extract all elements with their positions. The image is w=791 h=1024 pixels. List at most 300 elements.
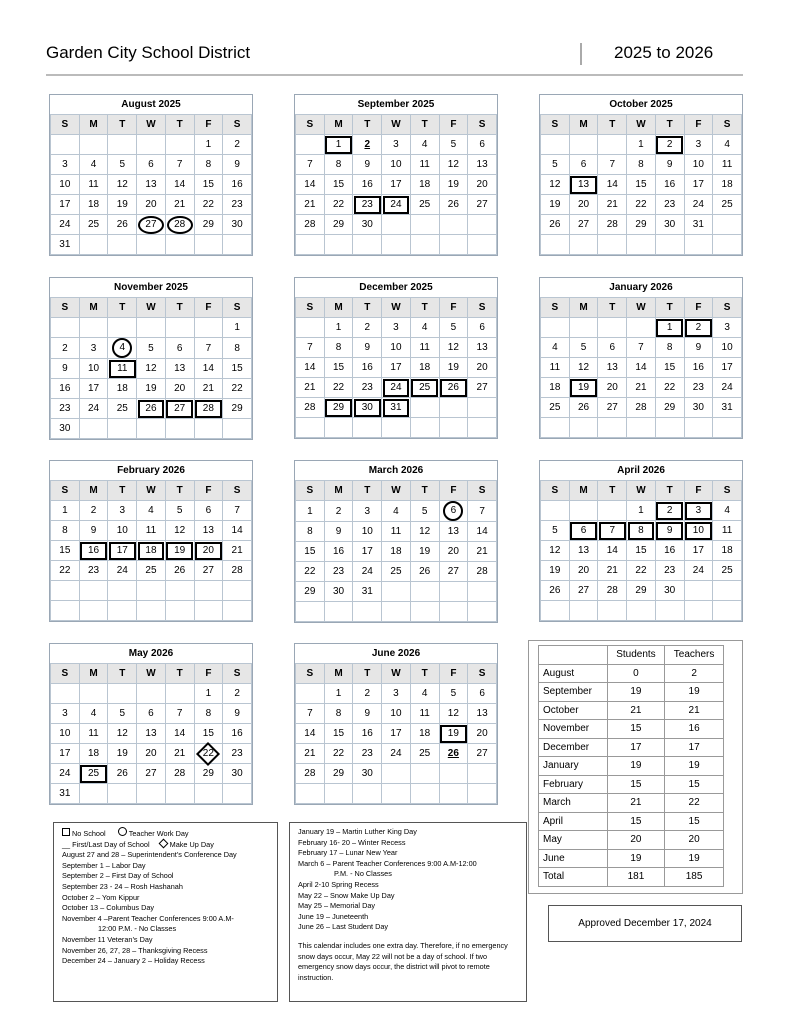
day-number: 3 [695, 139, 702, 150]
weekday-label: S [51, 298, 80, 318]
day-number: 16 [59, 383, 71, 394]
day-cell [296, 358, 325, 378]
day-number: 13 [476, 342, 488, 353]
empty-day-cell [223, 581, 252, 601]
day-number: 12 [116, 179, 128, 190]
day-cell [324, 215, 353, 235]
day-cell [655, 561, 684, 581]
empty-day-cell [194, 581, 223, 601]
day-number: 18 [145, 545, 157, 556]
day-number: 12 [145, 363, 157, 374]
day-cell [296, 501, 325, 522]
day-cell [296, 155, 325, 175]
day-cell [79, 195, 108, 215]
day-number: 31 [692, 219, 704, 230]
day-cell [108, 724, 137, 744]
day-cell [410, 684, 439, 704]
weekday-label: M [79, 664, 108, 684]
day-number: 21 [476, 546, 488, 557]
empty-day-cell [51, 318, 80, 338]
month-grid [50, 663, 252, 804]
day-cell [713, 561, 742, 581]
day-cell [713, 541, 742, 561]
day-number: 29 [664, 402, 676, 413]
day-number: 4 [148, 505, 154, 516]
day-cell [627, 338, 656, 358]
day-cell [410, 358, 439, 378]
day-cell [353, 195, 382, 215]
day-cell [468, 704, 497, 724]
day-cell [569, 561, 598, 581]
empty-day-cell [439, 215, 468, 235]
day-number: 18 [87, 199, 100, 210]
day-cell [165, 359, 194, 379]
day-number: 6 [479, 688, 485, 699]
day-number: 27 [138, 216, 164, 234]
day-cell [569, 195, 598, 215]
day-number: 25 [419, 199, 431, 210]
day-number: 25 [721, 199, 733, 210]
day-number: 27 [577, 219, 590, 230]
empty-day-cell [439, 602, 468, 622]
day-cell [51, 338, 80, 359]
empty-day-cell [468, 418, 497, 438]
weekday-label: S [51, 115, 80, 135]
day-cell [194, 379, 223, 399]
students-cell: 181 [607, 868, 665, 887]
day-cell [194, 215, 223, 235]
day-number: 28 [304, 402, 316, 413]
empty-day-cell [194, 601, 223, 621]
empty-day-cell [296, 235, 325, 255]
week-row [51, 764, 252, 784]
empty-day-cell [410, 398, 439, 418]
day-number: 24 [59, 219, 71, 230]
empty-day-cell [439, 764, 468, 784]
day-number: 5 [148, 342, 154, 354]
month-cell: December [539, 738, 608, 757]
day-number: 24 [692, 565, 704, 576]
approval-note: Approved December 17, 2024 [548, 905, 742, 942]
table-row [539, 794, 724, 813]
day-number: 19 [447, 362, 459, 373]
day-cell [165, 724, 194, 744]
teachers-cell: 22 [665, 794, 724, 813]
day-cell [165, 744, 194, 764]
day-number: 19 [116, 199, 128, 210]
day-number: 7 [205, 342, 212, 354]
day-number: 15 [664, 362, 676, 373]
week-row [541, 561, 742, 581]
week-row [51, 135, 252, 155]
day-number: 6 [176, 342, 183, 354]
students-cell: 15 [607, 775, 665, 794]
day-number: 17 [87, 383, 100, 394]
day-cell [51, 155, 80, 175]
day-number: 23 [231, 199, 243, 210]
day-number: 25 [145, 565, 157, 576]
day-cell [137, 359, 166, 379]
day-number: 24 [59, 768, 71, 779]
day-number: 29 [304, 586, 316, 597]
day-cell [165, 155, 194, 175]
day-cell [353, 582, 382, 602]
day-number: 8 [335, 342, 342, 353]
day-number: 31 [59, 239, 71, 250]
day-number: 4 [724, 505, 730, 516]
day-cell [382, 358, 411, 378]
day-cell [410, 378, 439, 398]
weekday-label: S [713, 298, 742, 318]
legend-teacher-work-day: Teacher Work Day [128, 829, 189, 838]
day-cell [410, 175, 439, 195]
day-number: 11 [390, 526, 402, 537]
day-cell [296, 398, 325, 418]
day-cell [353, 175, 382, 195]
empty-day-cell [353, 602, 382, 622]
day-number: 23 [332, 566, 345, 577]
day-cell [194, 175, 223, 195]
day-number: 19 [577, 382, 590, 393]
empty-day-cell [137, 318, 166, 338]
total-row [539, 868, 724, 887]
empty-day-cell [223, 601, 252, 621]
day-number: 15 [304, 546, 316, 557]
day-number: 6 [609, 342, 616, 353]
day-number: 3 [393, 688, 399, 699]
weekday-label: W [382, 115, 411, 135]
day-number: 2 [666, 139, 673, 150]
day-cell [713, 501, 742, 521]
day-cell [713, 358, 742, 378]
empty-day-cell [165, 135, 194, 155]
day-number: 25 [116, 403, 128, 414]
day-number: 29 [332, 219, 345, 230]
day-cell [51, 541, 80, 561]
students-cell: 19 [607, 683, 665, 702]
day-cell [655, 501, 684, 521]
day-number: 23 [692, 382, 704, 393]
day-number: 1 [335, 688, 342, 699]
day-number: 20 [476, 179, 488, 190]
day-number: 22 [304, 566, 316, 577]
empty-day-cell [655, 235, 684, 255]
day-number: 25 [419, 748, 431, 759]
day-cell [353, 135, 382, 155]
empty-day-cell [541, 418, 570, 438]
empty-day-cell [137, 784, 166, 804]
legend-event: September 1 – Labor Day [62, 860, 146, 870]
empty-day-cell [324, 235, 353, 255]
day-number: 9 [62, 363, 68, 374]
day-cell [468, 522, 497, 542]
day-cell [468, 542, 497, 562]
empty-day-cell [598, 318, 627, 338]
day-number: 6 [580, 525, 587, 536]
day-number: 12 [549, 545, 561, 556]
week-row [296, 522, 497, 542]
teachers-cell: 20 [665, 831, 724, 850]
day-cell [382, 704, 411, 724]
empty-day-cell [439, 582, 468, 602]
day-number: 14 [174, 728, 186, 739]
month-title: September 2025 [357, 99, 435, 110]
empty-day-cell [165, 581, 194, 601]
day-cell [655, 541, 684, 561]
day-number: 22 [332, 748, 345, 759]
week-row [296, 175, 497, 195]
day-number: 13 [174, 363, 186, 374]
day-number: 20 [145, 748, 157, 759]
students-cell: 20 [607, 831, 665, 850]
day-number: 12 [577, 362, 590, 373]
empty-day-cell [382, 582, 411, 602]
week-row [296, 378, 497, 398]
empty-day-cell [684, 601, 713, 621]
day-cell [353, 318, 382, 338]
empty-day-cell [296, 684, 325, 704]
empty-day-cell [627, 418, 656, 438]
day-cell [684, 541, 713, 561]
month-title: April 2026 [617, 465, 665, 476]
weekday-label: S [296, 664, 325, 684]
legend-event: February 16- 20 – Winter Recess [298, 837, 406, 847]
day-number: 1 [638, 505, 644, 516]
weekday-label: F [194, 664, 223, 684]
empty-day-cell [598, 601, 627, 621]
day-cell [108, 704, 137, 724]
day-cell [51, 501, 80, 521]
empty-day-cell [569, 235, 598, 255]
day-cell [137, 744, 166, 764]
day-cell [684, 398, 713, 418]
day-cell [439, 338, 468, 358]
day-number: 21 [304, 199, 316, 210]
week-row [541, 541, 742, 561]
day-cell [627, 135, 656, 155]
day-number: 22 [635, 199, 647, 210]
week-row [51, 784, 252, 804]
day-cell [324, 582, 353, 602]
day-number: 2 [234, 688, 240, 699]
day-cell [353, 744, 382, 764]
week-row [51, 704, 252, 724]
day-number: 14 [606, 545, 618, 556]
day-number: 17 [721, 362, 733, 373]
day-number: 11 [88, 179, 99, 190]
empty-day-cell [655, 418, 684, 438]
empty-day-cell [51, 601, 80, 621]
teachers-cell: 17 [665, 738, 724, 757]
day-number: 27 [447, 566, 459, 577]
week-row [541, 601, 742, 621]
day-cell [51, 704, 80, 724]
empty-day-cell [108, 601, 137, 621]
week-row [296, 704, 497, 724]
day-cell [382, 175, 411, 195]
weekday-label: S [223, 115, 252, 135]
day-cell [627, 541, 656, 561]
day-cell [382, 684, 411, 704]
legend-event: June 26 – Last Student Day [298, 922, 389, 932]
day-cell [684, 378, 713, 398]
day-number: 28 [202, 403, 214, 414]
day-cell [223, 155, 252, 175]
legend-event: April 2-10 Spring Recess [298, 879, 379, 889]
weekday-label: F [684, 298, 713, 318]
day-cell [684, 561, 713, 581]
day-number: 22 [202, 199, 214, 210]
weekday-label: M [324, 298, 353, 318]
day-number: 13 [577, 179, 590, 190]
day-number: 27 [577, 585, 590, 596]
week-row [51, 724, 252, 744]
month-grid [295, 297, 497, 438]
week-row [296, 318, 497, 338]
day-number: 10 [59, 179, 71, 190]
day-number: 2 [335, 505, 342, 517]
day-number: 16 [664, 545, 676, 556]
day-cell [108, 399, 137, 419]
empty-day-cell [79, 419, 108, 439]
day-number: 10 [361, 526, 373, 537]
day-cell [684, 135, 713, 155]
empty-day-cell [165, 784, 194, 804]
day-cell [541, 175, 570, 195]
day-number: 24 [390, 382, 402, 393]
day-cell [468, 338, 497, 358]
day-number: 13 [476, 159, 488, 170]
day-cell [713, 155, 742, 175]
day-cell [324, 501, 353, 522]
day-cell [410, 724, 439, 744]
day-cell [296, 764, 325, 784]
day-number: 16 [87, 545, 100, 556]
table-row [539, 683, 724, 702]
day-number: 19 [145, 383, 157, 394]
day-cell [382, 398, 411, 418]
empty-day-cell [713, 215, 742, 235]
day-number: 2 [62, 342, 68, 354]
weekday-header-row [51, 115, 252, 135]
weekday-label: M [324, 664, 353, 684]
day-cell [79, 541, 108, 561]
day-cell [353, 398, 382, 418]
day-cell [223, 744, 252, 764]
day-number: 28 [304, 219, 316, 230]
legend-event-continued: 12:00 P.M. - No Classes [98, 924, 177, 934]
day-number: 15 [231, 363, 243, 374]
month-title: November 2025 [114, 282, 188, 293]
day-number: 16 [361, 728, 373, 739]
weekday-label: T [655, 481, 684, 501]
month-title: October 2025 [609, 99, 673, 110]
day-cell [439, 522, 468, 542]
day-cell [468, 744, 497, 764]
day-number: 6 [148, 159, 154, 170]
day-number: 19 [419, 546, 431, 557]
day-cell [569, 155, 598, 175]
empty-day-cell [108, 318, 137, 338]
day-cell [51, 744, 80, 764]
day-cell [655, 195, 684, 215]
day-cell [108, 501, 137, 521]
weekday-label: T [410, 664, 439, 684]
empty-day-cell [296, 784, 325, 804]
day-cell [598, 195, 627, 215]
day-cell [137, 175, 166, 195]
empty-day-cell [165, 684, 194, 704]
empty-day-cell [684, 418, 713, 438]
week-row [51, 359, 252, 379]
day-cell [324, 684, 353, 704]
day-cell [51, 419, 80, 439]
day-number: 11 [117, 363, 128, 374]
day-number: 7 [307, 708, 313, 719]
day-cell [108, 215, 137, 235]
day-cell [137, 724, 166, 744]
empty-day-cell [223, 784, 252, 804]
day-cell [410, 195, 439, 215]
day-cell [194, 744, 223, 764]
weekday-label: T [165, 298, 194, 318]
day-number: 31 [361, 586, 373, 597]
day-cell [296, 724, 325, 744]
day-number: 18 [390, 546, 402, 557]
weekday-header-row [541, 115, 742, 135]
day-cell [468, 135, 497, 155]
day-cell [79, 521, 108, 541]
weekday-label: T [353, 298, 382, 318]
day-cell [324, 542, 353, 562]
day-cell [165, 541, 194, 561]
weekday-label: T [410, 115, 439, 135]
empty-day-cell [627, 318, 656, 338]
teachers-cell: 19 [665, 849, 724, 868]
empty-day-cell [569, 135, 598, 155]
weekday-header-row [541, 481, 742, 501]
day-cell [353, 764, 382, 784]
day-cell [439, 195, 468, 215]
month-cell: August [539, 664, 608, 683]
day-cell [713, 195, 742, 215]
day-cell [353, 501, 382, 522]
day-number: 1 [205, 688, 212, 699]
day-number: 8 [638, 525, 644, 536]
day-cell [410, 155, 439, 175]
day-number: 26 [447, 382, 459, 393]
day-cell [296, 195, 325, 215]
empty-day-cell [165, 601, 194, 621]
table-row [539, 757, 724, 776]
teachers-cell: 2 [665, 664, 724, 683]
day-cell [165, 764, 194, 784]
day-number: 26 [145, 403, 157, 414]
day-number: 17 [59, 199, 71, 210]
weekday-label: W [137, 481, 166, 501]
empty-day-cell [541, 135, 570, 155]
week-row [541, 338, 742, 358]
day-number: 5 [450, 322, 457, 333]
day-number: 22 [231, 383, 243, 394]
diamond-icon [158, 838, 168, 848]
empty-day-cell [569, 601, 598, 621]
legend-event: October 13 – Columbus Day [62, 903, 155, 913]
day-cell [439, 501, 468, 522]
empty-day-cell [468, 582, 497, 602]
weekday-label: T [165, 481, 194, 501]
day-number: 18 [116, 383, 128, 394]
